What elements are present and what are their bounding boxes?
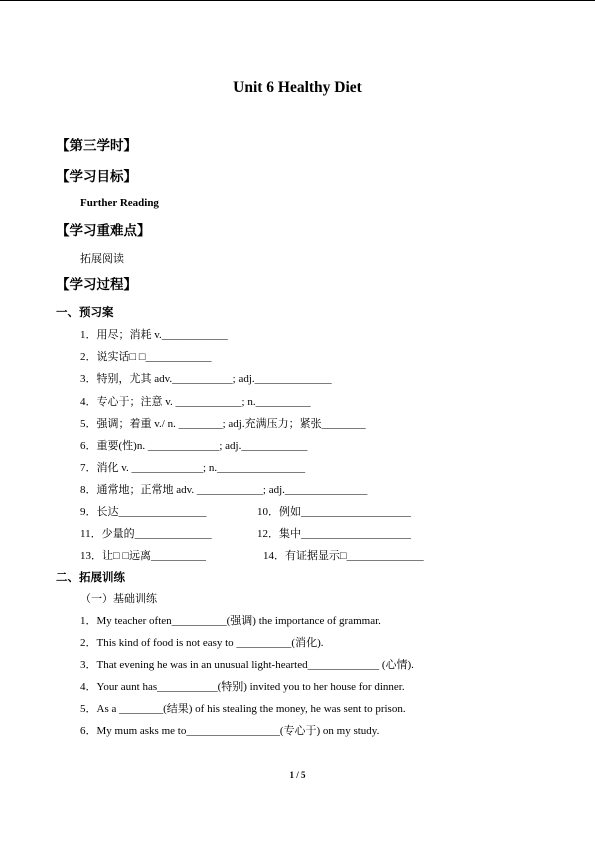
list-item: 11．少量的______________ — [80, 528, 212, 540]
key-points-text: 拓展阅读 — [80, 253, 124, 265]
header-rule — [0, 0, 595, 1]
list-item: 8．通常地；正常地 adv. ____________; adj._______________ — [80, 484, 368, 496]
exercise-item: 2．This kind of food is not easy to __________(消化). — [80, 637, 324, 649]
exercise-item: 1．My teacher often__________(强调) the importance of grammar. — [80, 615, 381, 627]
heading-process: 【学习过程】 — [56, 277, 137, 293]
list-item: 5．强调；着重 v./ n. ________; adj.充满压力；紧张________ — [80, 418, 366, 430]
list-item: 13．让□ □远离__________ — [80, 550, 207, 562]
section1-title: 一、预习案 — [56, 305, 114, 319]
exercise-item: 6．My mum asks me to_________________(专心于) on my study. — [80, 725, 380, 737]
list-item: 9．长达________________ — [80, 506, 207, 518]
list-item: 7．消化 v. _____________; n.________________ — [80, 462, 306, 474]
heading-key-points: 【学习重难点】 — [56, 223, 151, 239]
list-item: 6．重要(性)n. _____________; adj.____________ — [80, 440, 308, 452]
list-item: 3．特别，尤其 adv.___________; adj.______________ — [80, 373, 332, 385]
list-item: 12．集中____________________ — [257, 528, 411, 540]
document-title: Unit 6 Healthy Diet — [233, 79, 362, 96]
objectives-text: Further Reading — [80, 197, 159, 209]
list-item: 1．用尽；消耗 v.____________ — [80, 329, 228, 341]
page-number: 1 / 5 — [289, 770, 306, 780]
exercise-item: 5．As a ________(结果) of his stealing the money, he was sent to prison. — [80, 703, 406, 715]
heading-objectives: 【学习目标】 — [56, 169, 137, 185]
list-item: 10．例如____________________ — [257, 506, 411, 518]
list-item: 2．说实话□ □____________ — [80, 351, 212, 363]
exercise-item: 3．That evening he was in an unusual light-hearted_____________ (心情). — [80, 659, 414, 671]
section2-subtitle: （一）基础训练 — [80, 593, 157, 605]
exercise-item: 4．Your aunt has___________(特别) invited you to her house for dinner. — [80, 681, 405, 693]
list-item: 14．有证据显示□______________ — [263, 550, 424, 562]
list-item: 4．专心于；注意 v. ____________; n.__________ — [80, 396, 311, 408]
heading-period: 【第三学时】 — [56, 138, 137, 154]
section2-title: 二、拓展训练 — [56, 570, 125, 584]
